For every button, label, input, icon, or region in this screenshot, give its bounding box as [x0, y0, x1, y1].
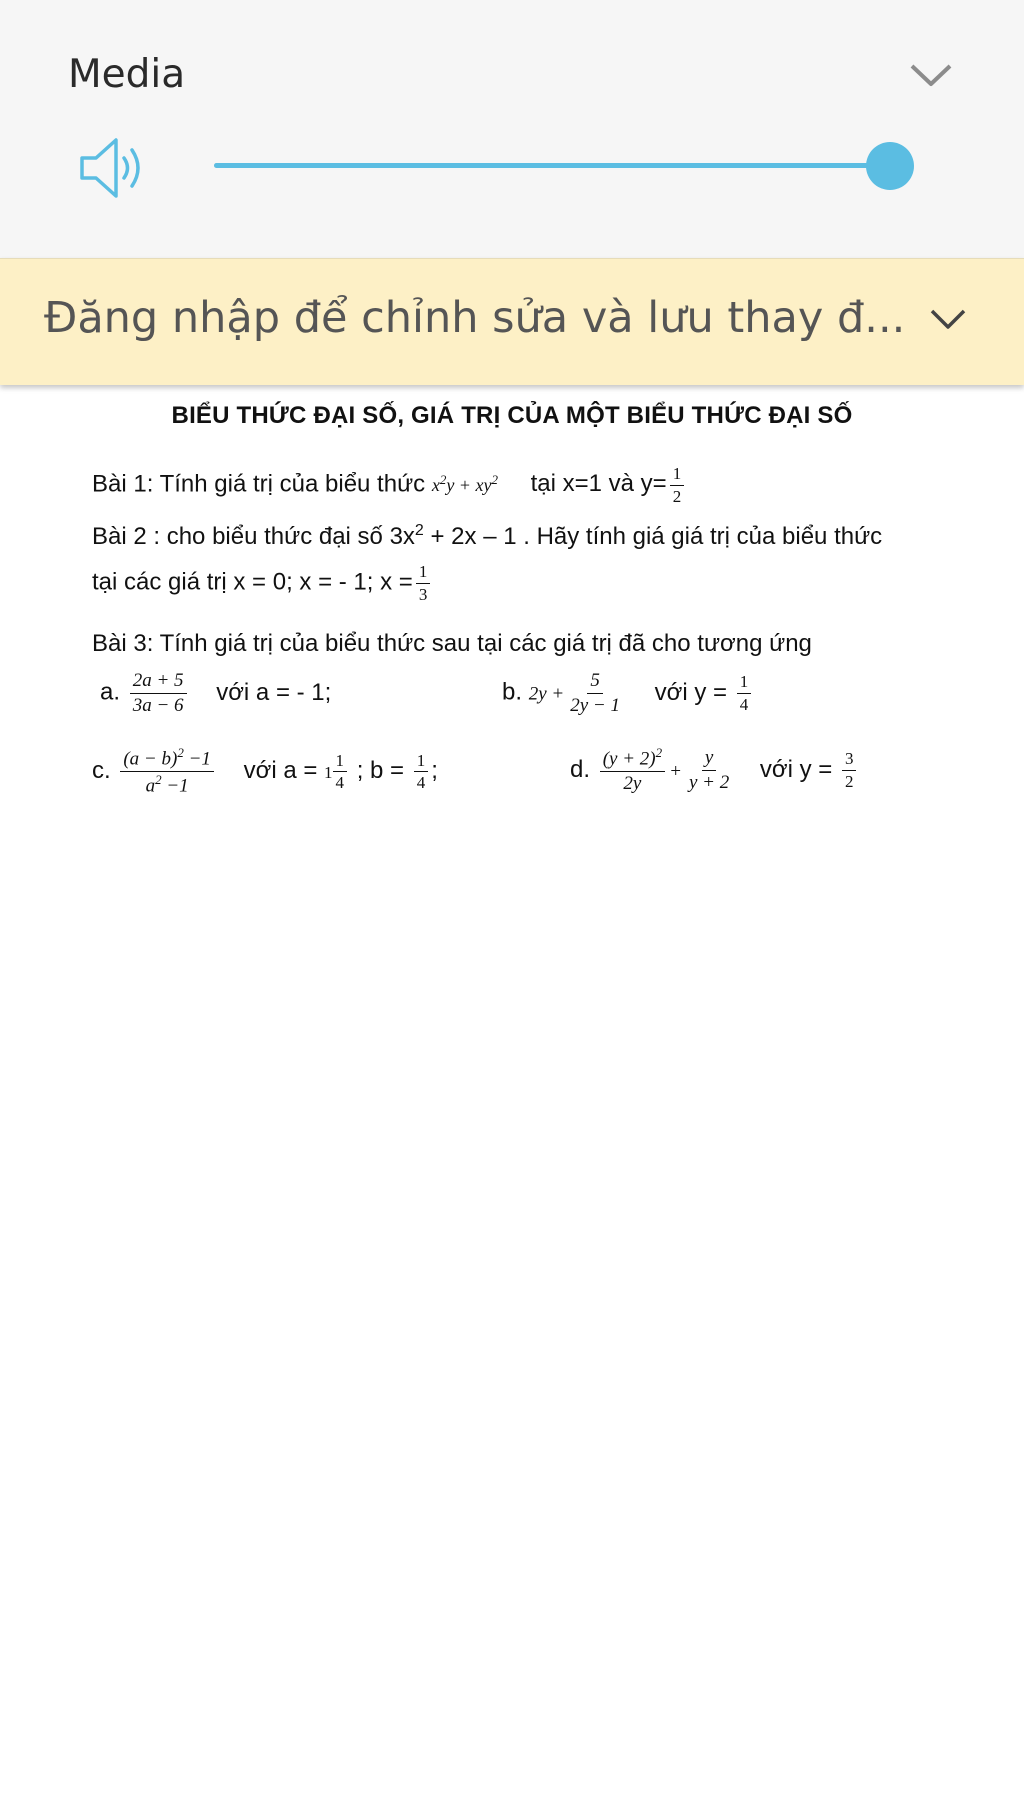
slider-fill [214, 163, 890, 168]
fraction [333, 751, 348, 793]
media-title: Media [68, 52, 186, 97]
numerator: 2a + 5 [130, 670, 187, 694]
chevron-down-icon[interactable] [906, 56, 956, 92]
expr-exponent: 2 [655, 745, 663, 760]
item-label: c. [92, 757, 111, 785]
expr-exponent: 2 [491, 472, 498, 488]
exercise-2-suffix: + 2x – 1 . Hãy tính giá giá trị của biểu thức [423, 523, 883, 550]
fraction [120, 746, 214, 797]
slider-thumb[interactable] [866, 142, 914, 190]
exercise-1-condition: tại x=1 và y= [530, 470, 667, 498]
media-volume-panel [0, 0, 1024, 258]
exercise-2-prefix: Bài 2 : cho biểu thức đại số 3x [92, 523, 415, 550]
denominator: 4 [739, 694, 749, 714]
expr-exponent: 2 [439, 472, 447, 488]
numerator: 3 [842, 749, 857, 771]
denominator: 2 [672, 486, 682, 506]
fraction [567, 670, 623, 717]
numerator: 1 [670, 464, 685, 486]
exercise-3d [570, 746, 859, 795]
item-label: d. [570, 755, 591, 783]
numerator: 1 [416, 562, 431, 584]
denominator [143, 772, 192, 797]
exercise-2-line-1 [92, 522, 882, 551]
denominator: 2 [844, 772, 854, 791]
fraction [130, 670, 187, 717]
exercise-3b [502, 670, 754, 717]
separator-text: ; [431, 757, 438, 785]
sign-in-banner[interactable] [0, 258, 1024, 385]
exercise-2-exponent: 2 [414, 522, 424, 539]
volume-slider[interactable] [214, 142, 890, 190]
denominator: 2y − 1 [570, 694, 620, 716]
expr-term: a [145, 775, 156, 797]
item-condition: với y = [654, 678, 728, 706]
exercise-1-prefix: Bài 1: Tính giá trị của biểu thức [92, 470, 426, 498]
mixed-integer: 1 [324, 763, 333, 783]
expr-term: (a − b) [123, 748, 178, 770]
expr-term: x [431, 475, 440, 496]
fraction [416, 562, 431, 604]
item-condition: với y = [759, 755, 833, 783]
plus-sign: + [669, 760, 682, 782]
speaker-icon[interactable] [78, 134, 150, 202]
denominator: 4 [416, 773, 426, 793]
expr-term: (y + 2) [602, 748, 656, 770]
item-label: b. [502, 678, 523, 706]
item-condition: với a = - 1; [216, 678, 332, 706]
numerator [600, 746, 665, 772]
fraction [670, 464, 685, 506]
exercise-1-expression [431, 472, 498, 496]
numerator: y [702, 747, 716, 771]
fraction [842, 749, 857, 791]
expr-term: 2y + [528, 683, 565, 705]
numerator: 1 [414, 751, 429, 773]
banner-text: Đăng nhập để chỉnh sửa và lưu thay đ... [44, 293, 906, 343]
denominator: 3 [418, 584, 428, 604]
denominator: 3a − 6 [132, 694, 184, 716]
numerator: 1 [737, 672, 752, 694]
denominator: y + 2 [688, 772, 730, 793]
numerator: 5 [587, 670, 603, 694]
fraction [686, 747, 732, 794]
numerator: 1 [333, 751, 348, 773]
exercise-3-text: Bài 3: Tính giá trị của biểu thức sau tại các giá trị đã cho tương ứng [92, 630, 812, 657]
fraction [737, 672, 752, 714]
exercise-2-line-2 [92, 562, 433, 604]
document-title: BIỂU THỨC ĐẠI SỐ, GIÁ TRỊ CỦA MỘT BIỂU THỨC ĐẠI SỐ [171, 402, 853, 429]
fraction [600, 746, 665, 795]
separator-text: ; b = [356, 757, 405, 785]
exercise-2-values: tại các giá trị x = 0; x = - 1; x = [92, 568, 413, 596]
expr-exponent: 2 [155, 772, 162, 788]
expr-term: −1 [161, 775, 189, 797]
denominator: 2y [623, 773, 642, 795]
item-label: a. [100, 678, 121, 706]
exercise-3a [100, 670, 331, 717]
numerator [120, 746, 214, 772]
item-condition: với a = [243, 757, 318, 785]
expr-term: −1 [183, 748, 211, 770]
exercise-3c [92, 746, 438, 797]
fraction [414, 751, 429, 793]
expr-term: y + xy [446, 475, 492, 496]
expr-exponent: 2 [177, 745, 184, 760]
chevron-down-icon[interactable] [928, 303, 968, 335]
denominator: 4 [335, 773, 345, 793]
exercise-1 [92, 464, 687, 506]
